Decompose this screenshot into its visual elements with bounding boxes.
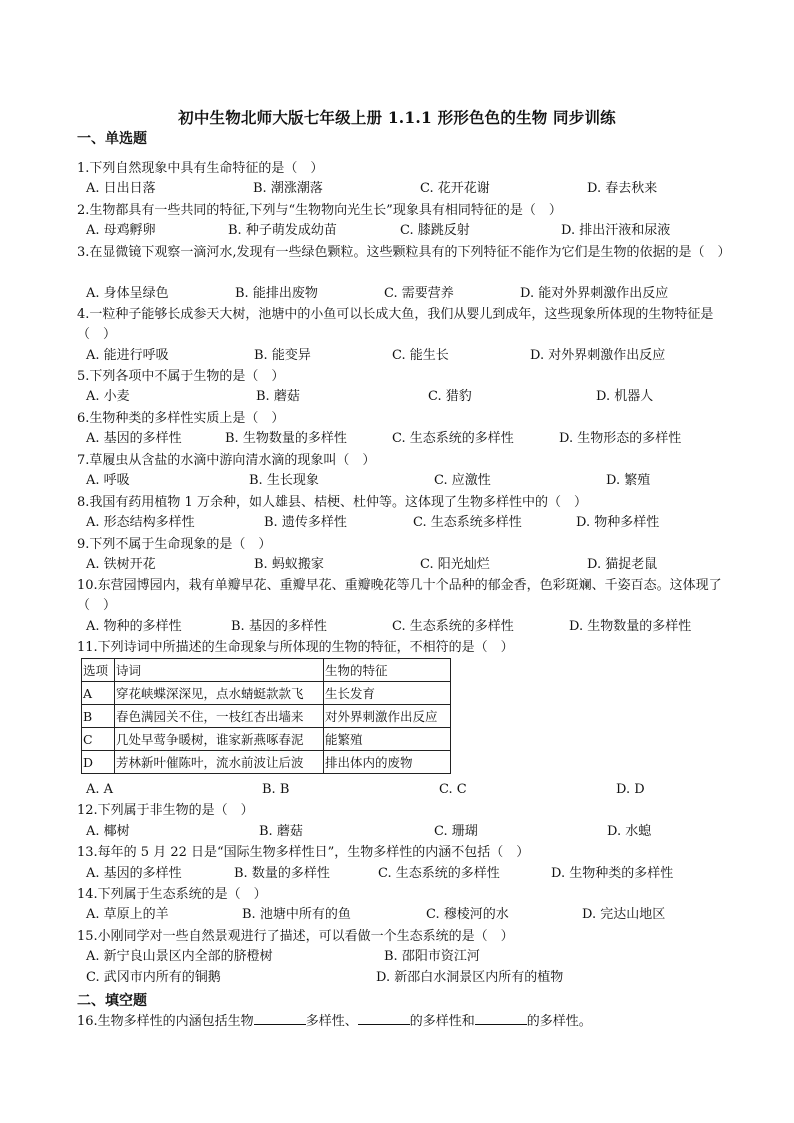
option-a: A. 基因的多样性	[86, 866, 182, 881]
question-14: 14.下列属于生态系统的是（ ）	[77, 887, 267, 902]
option-d: D. 生物种类的多样性	[551, 866, 674, 881]
option-c: C. C	[439, 782, 467, 797]
question-12: 12.下列属于非生物的是（ ）	[77, 803, 254, 818]
question-12-options	[86, 822, 726, 842]
option-d: D. D	[616, 782, 645, 797]
option-d: D. 水螅	[607, 824, 652, 839]
question-16-text-4: 的多样性。	[526, 1014, 592, 1029]
question-16-text-1: 16.生物多样性的内涵包括生物	[77, 1014, 254, 1029]
option-c: C. 生态系统的多样性	[392, 431, 514, 446]
option-a: A. A	[86, 782, 114, 797]
option-b: B. 生物数量的多样性	[225, 431, 347, 446]
option-c: C. 穆棱河的水	[426, 907, 509, 922]
option-a: A. 铁树开花	[86, 557, 156, 572]
question-7-options	[86, 471, 726, 491]
option-d: D. 机器人	[596, 389, 654, 404]
option-a: A. 能进行呼吸	[86, 348, 169, 363]
question-13-options	[86, 864, 726, 884]
table-cell: 几处早莺争暖树，谁家新燕啄春泥	[115, 728, 324, 751]
question-2: 2.生物都具有一些共同的特征,下列与“生物物向光生长”现象具有相同特征的是（ ）	[77, 203, 562, 218]
question-5-options	[86, 387, 726, 407]
question-4-options	[86, 346, 726, 366]
option-b: B. 数量的多样性	[234, 866, 330, 881]
question-11: 11.下列诗词中所描述的生命现象与所体现的生物的特征，不相符的是（ ）	[77, 640, 514, 655]
section-heading-single-choice: 一、单选题	[77, 131, 147, 147]
question-8: 8.我国有药用植物 1 万余种，如人雄县、桔梗、杜仲等。这体现了生物多样性中的（ ）	[77, 495, 587, 510]
option-c: C. 生态系统的多样性	[378, 866, 500, 881]
option-b: B. 邵阳市资江河	[384, 949, 480, 964]
option-d: D. 能对外界刺激作出反应	[520, 286, 669, 301]
question-6: 6.生物种类的多样性实质上是（ ）	[77, 411, 285, 426]
option-a: A. 物种的多样性	[86, 619, 182, 634]
option-d: D. 春去秋来	[587, 181, 658, 196]
option-c: C. 阳光灿烂	[420, 557, 490, 572]
table-row	[82, 682, 451, 705]
question-1: 1.下列自然现象中具有生命特征的是（ ）	[77, 161, 324, 176]
option-a: A. 母鸡孵卵	[86, 223, 156, 238]
option-c: C. 珊瑚	[434, 824, 478, 839]
option-b: B. 蘑菇	[259, 824, 303, 839]
table-cell: 排出体内的废物	[324, 751, 451, 774]
option-b: B. 蚂蚁搬家	[254, 557, 324, 572]
option-a: A. 呼吸	[86, 473, 130, 488]
table-header-cell: 选项	[82, 659, 115, 682]
question-1-options	[86, 179, 726, 199]
table-cell: 春色满园关不住，一枝红杏出墙来	[115, 705, 324, 728]
question-9-options	[86, 555, 726, 575]
table-cell: 芳林新叶催陈叶，流水前波让后波	[115, 751, 324, 774]
question-11-table	[81, 658, 451, 774]
question-8-options	[86, 513, 726, 533]
answer-blank-2[interactable]	[358, 1011, 410, 1025]
option-c: C. 生态系统的多样性	[392, 619, 514, 634]
option-c: C. 应激性	[434, 473, 491, 488]
option-a: A. 新宁良山景区内全部的脐橙树	[86, 949, 273, 964]
document-title: 初中生物北师大版七年级上册 1.1.1 形形色色的生物 同步训练	[178, 108, 616, 127]
option-b: B. B	[262, 782, 290, 797]
table-row	[82, 705, 451, 728]
option-a: A. 椰树	[86, 824, 130, 839]
table-row	[82, 751, 451, 774]
question-13: 13.每年的 5 月 22 日是“国际生物多样性日”，生物多样性的内涵不包括（ ）	[77, 845, 530, 860]
table-header-cell: 诗词	[115, 659, 324, 682]
question-11-options	[86, 780, 726, 800]
option-c: C. 需要营养	[384, 286, 454, 301]
option-a: A. 形态结构多样性	[86, 515, 195, 530]
question-3-options	[86, 284, 726, 304]
table-cell: 生长发育	[324, 682, 451, 705]
question-2-options	[86, 221, 726, 241]
option-b: B. 遗传多样性	[264, 515, 347, 530]
question-16-text-2: 多样性、	[305, 1014, 358, 1029]
option-b: B. 种子萌发成幼苗	[228, 223, 337, 238]
option-d: D. 生物数量的多样性	[569, 619, 692, 634]
question-14-options	[86, 905, 726, 925]
question-5: 5.下列各项中不属于生物的是（ ）	[77, 369, 285, 384]
option-d: D. 排出汗液和尿液	[561, 223, 671, 238]
answer-blank-3[interactable]	[475, 1011, 527, 1025]
option-c: C. 武冈市内所有的铜鹅	[86, 970, 221, 985]
option-b: B. 能变异	[254, 348, 311, 363]
option-d: D. 生物形态的多样性	[559, 431, 682, 446]
option-b: B. 蘑菇	[256, 389, 300, 404]
question-15-options-row-1	[86, 947, 726, 967]
question-15-options-row-2	[86, 968, 726, 988]
option-c: C. 膝跳反射	[400, 223, 470, 238]
question-16	[77, 1011, 725, 1032]
question-15: 15.小刚同学对一些自然景观进行了描述，可以看做一个生态系统的是（ ）	[77, 929, 514, 944]
question-10: 10.东营园博园内，栽有单瓣早花、重瓣早花、重瓣晚花等几十个品种的郁金香，色彩斑斓、千姿百态。这体现了（ ）	[77, 578, 722, 613]
table-cell: B	[82, 705, 115, 728]
option-c: C. 能生长	[392, 348, 449, 363]
question-9: 9.下列不属于生命现象的是（ ）	[77, 537, 272, 552]
question-6-options	[86, 429, 726, 449]
option-c: C. 花开花谢	[420, 181, 490, 196]
option-d: D. 对外界刺激作出反应	[530, 348, 666, 363]
table-cell: 穿花峡蝶深深见，点水蜻蜓款款飞	[115, 682, 324, 705]
option-d: D. 猫捉老鼠	[587, 557, 658, 572]
table-cell: D	[82, 751, 115, 774]
question-4: 4.一粒种子能够长成参天大树，池塘中的小鱼可以长成大鱼，我们从婴儿到成年，这些现象所体现的生物特征是（ ）	[77, 307, 714, 342]
option-d: D. 完达山地区	[582, 907, 666, 922]
option-a: A. 日出日落	[86, 181, 156, 196]
option-d: D. 繁殖	[606, 473, 651, 488]
question-3: 3.在显微镜下观察一滴河水,发现有一些绿色颗粒。这些颗粒具有的下列特征不能作为它们是生物的依据的是（ ）	[77, 245, 731, 260]
option-c: C. 生态系统多样性	[413, 515, 522, 530]
table-cell: 能繁殖	[324, 728, 451, 751]
option-a: A. 身体呈绿色	[86, 286, 169, 301]
option-d: D. 物种多样性	[576, 515, 660, 530]
option-b: B. 生长现象	[249, 473, 319, 488]
table-row	[82, 728, 451, 751]
question-7: 7.草履虫从含盐的水滴中游向清水滴的现象叫（ ）	[77, 453, 376, 468]
option-c: C. 猎豹	[428, 389, 472, 404]
option-d: D. 新邵白水洞景区内所有的植物	[376, 970, 564, 985]
table-cell: C	[82, 728, 115, 751]
table-header-row	[82, 659, 451, 682]
question-10-options	[86, 617, 726, 637]
option-b: B. 能排出废物	[235, 286, 318, 301]
option-a: A. 基因的多样性	[86, 431, 182, 446]
table-cell: A	[82, 682, 115, 705]
table-cell: 对外界刺激作出反应	[324, 705, 451, 728]
option-b: B. 基因的多样性	[231, 619, 327, 634]
answer-blank-1[interactable]	[254, 1011, 306, 1025]
option-a: A. 草原上的羊	[86, 907, 169, 922]
option-b: B. 池塘中所有的鱼	[242, 907, 351, 922]
question-16-text-3: 的多样性和	[409, 1014, 475, 1029]
table-header-cell: 生物的特征	[324, 659, 451, 682]
option-a: A. 小麦	[86, 389, 130, 404]
option-b: B. 潮涨潮落	[253, 181, 323, 196]
section-heading-fill-blank: 二、填空题	[77, 993, 147, 1009]
